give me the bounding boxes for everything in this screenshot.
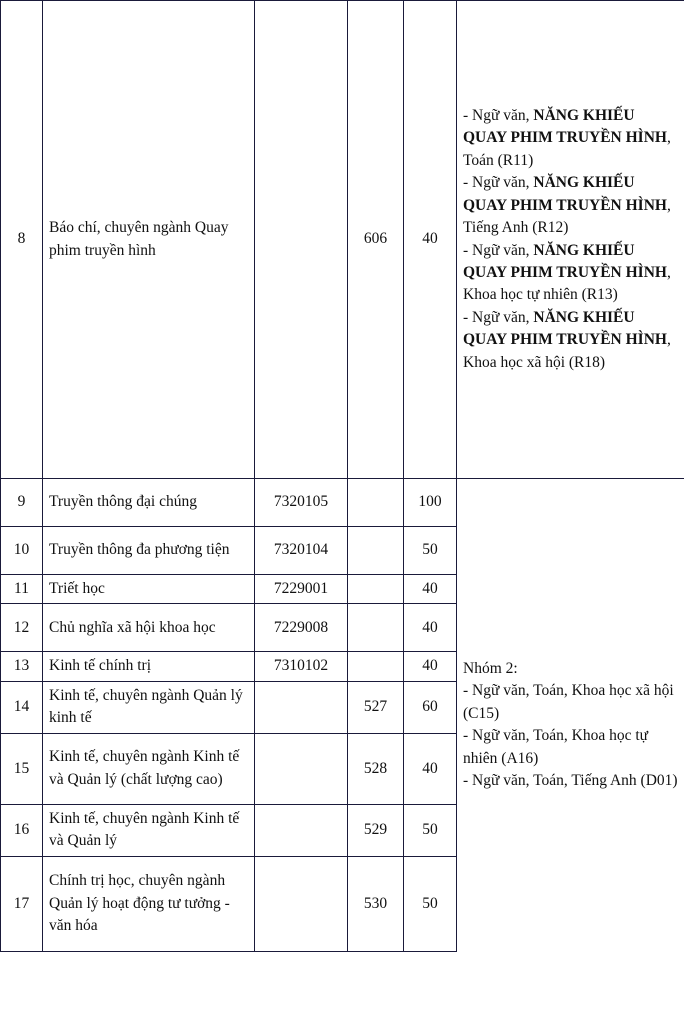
row-number: 8 [1,1,43,479]
admission-code [348,575,404,604]
program-code: 7229001 [255,575,348,604]
program-code [255,804,348,856]
row-number: 12 [1,604,43,652]
table-body [1,1,684,952]
quota: 50 [404,856,457,951]
row-number: 10 [1,527,43,575]
program-code: 7320105 [255,479,348,527]
program-code [255,681,348,733]
admission-code: 606 [348,1,404,479]
combination-group-title: Nhóm 2: [463,659,518,677]
program-name: Kinh tế, chuyên ngành Quản lý kinh tế [43,681,255,733]
program-code: 7320104 [255,527,348,575]
admission-code [348,479,404,527]
table-row [1,652,684,681]
table-row [1,479,684,527]
row-number: 15 [1,733,43,804]
program-code [255,856,348,951]
program-code [255,733,348,804]
combination-line: - Ngữ văn, NĂNG KHIẾU QUAY PHIM TRUYỀN HÌNH, Tiếng Anh (R12) [463,174,671,237]
program-name: Kinh tế, chuyên ngành Kinh tế và Quản lý (chất lượng cao) [43,733,255,804]
program-name: Truyền thông đa phương tiện [43,527,255,575]
combination-line: - Ngữ văn, Toán, Tiếng Anh (D01) [463,772,678,790]
row-number: 16 [1,804,43,856]
quota: 50 [404,527,457,575]
program-name: Báo chí, chuyên ngành Quay phim truyền hình [43,1,255,479]
quota: 40 [404,733,457,804]
quota: 100 [404,479,457,527]
row-number: 17 [1,856,43,951]
combination-line: - Ngữ văn, NĂNG KHIẾU QUAY PHIM TRUYỀN HÌNH, Toán (R11) [463,106,671,169]
program-code: 7310102 [255,652,348,681]
quota: 60 [404,681,457,733]
admission-code [348,652,404,681]
quota: 40 [404,652,457,681]
program-code: 7229008 [255,604,348,652]
table-row [1,1,684,479]
program-name: Kinh tế chính trị [43,652,255,681]
admission-code: 529 [348,804,404,856]
quota: 40 [404,604,457,652]
program-name: Chính trị học, chuyên ngành Quản lý hoạt động tư tưởng - văn hóa [43,856,255,951]
quota: 40 [404,575,457,604]
admission-code: 530 [348,856,404,951]
row-number: 9 [1,479,43,527]
combination-empty [457,479,684,652]
quota: 40 [404,1,457,479]
combination-line: - Ngữ văn, NĂNG KHIẾU QUAY PHIM TRUYỀN HÌNH, Khoa học xã hội (R18) [463,308,671,371]
row-number: 14 [1,681,43,733]
program-name: Chủ nghĩa xã hội khoa học [43,604,255,652]
quota: 50 [404,804,457,856]
program-code [255,1,348,479]
combination-line: - Ngữ văn, NĂNG KHIẾU QUAY PHIM TRUYỀN HÌNH, Khoa học tự nhiên (R13) [463,241,671,304]
row-number: 13 [1,652,43,681]
combination-line: - Ngữ văn, Toán, Khoa học tự nhiên (A16) [463,727,649,767]
combination-cell-group2 [457,652,684,951]
admission-code: 528 [348,733,404,804]
row-number: 11 [1,575,43,604]
admission-code [348,604,404,652]
program-name: Truyền thông đại chúng [43,479,255,527]
combination-line: - Ngữ văn, Toán, Khoa học xã hội (C15) [463,682,674,722]
admission-code: 527 [348,681,404,733]
program-name: Triết học [43,575,255,604]
admission-code [348,527,404,575]
combination-cell-row8 [457,1,684,479]
program-name: Kinh tế, chuyên ngành Kinh tế và Quản lý [43,804,255,856]
